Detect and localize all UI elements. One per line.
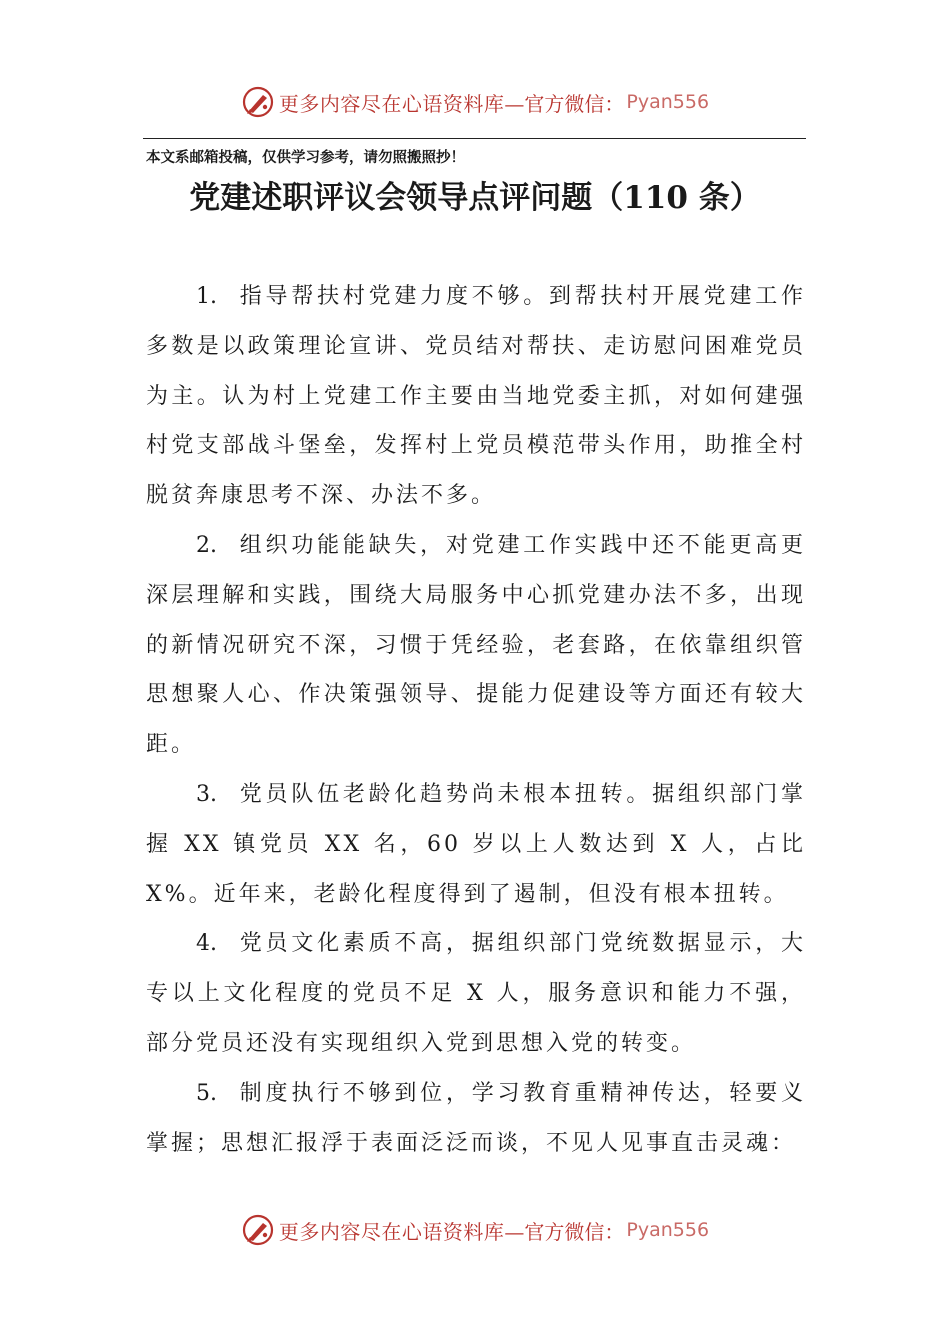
banner-contact: Pyan556 bbox=[626, 91, 710, 113]
banner-text: 更多内容尽在心语资料库 bbox=[278, 1219, 505, 1244]
item-text: 组织功能能缺失，对党建工作实践中还不能更高更深层理解和实践，围绕大局服务中心抓党建办法不多，出现的新情况研究不深，习惯于凭经验，老套路，在依靠组织管思想聚人心、作决策强领导、提能力促建设等方面还有较大距。 bbox=[146, 532, 806, 758]
pen-logo-icon bbox=[241, 1213, 275, 1247]
document-title: 党建述职评议会领导点评问题（110 条） bbox=[189, 180, 761, 216]
banner-separator: —官方微信： bbox=[504, 91, 625, 116]
item-number: 3. bbox=[196, 781, 217, 807]
notice-text: 本文系邮箱投稿，仅供学习参考，请勿照搬照抄！ bbox=[146, 149, 465, 166]
list-item bbox=[146, 919, 806, 1068]
footer-banner bbox=[0, 1210, 950, 1250]
item-text: 制度执行不够到位，学习教育重精神传达，轻要义掌握；思想汇报浮于表面泛泛而谈，不见人见事直击灵魂： bbox=[146, 1080, 806, 1156]
banner-separator: —官方微信： bbox=[504, 1219, 625, 1244]
item-number: 2. bbox=[196, 532, 217, 558]
item-number: 5. bbox=[196, 1080, 217, 1106]
banner-text: 更多内容尽在心语资料库 bbox=[278, 91, 505, 116]
list-item bbox=[146, 272, 806, 521]
document-body bbox=[146, 272, 806, 1168]
item-text: 党员文化素质不高，据组织部门党统数据显示，大专以上文化程度的党员不足 X 人，服务意识和能力不强，部分党员还没有实现组织入党到思想入党的转变。 bbox=[146, 931, 806, 1056]
pen-logo-icon bbox=[241, 85, 275, 119]
header-rule bbox=[143, 138, 806, 139]
list-item bbox=[146, 521, 806, 770]
banner-contact: Pyan556 bbox=[626, 1219, 710, 1241]
item-text: 指导帮扶村党建力度不够。到帮扶村开展党建工作多数是以政策理论宣讲、党员结对帮扶、走访慰问困难党员为主。认为村上党建工作主要由当地党委主抓，对如何建强村党支部战斗堡垒，发挥村上党员模范带头作用，助推全村脱贫奔康思考不深、办法不多。 bbox=[146, 284, 806, 509]
list-item bbox=[146, 770, 806, 919]
list-item bbox=[146, 1069, 806, 1169]
item-number: 4. bbox=[196, 931, 217, 957]
header-banner bbox=[0, 82, 950, 122]
item-number: 1. bbox=[196, 284, 217, 309]
item-text: 党员队伍老龄化趋势尚未根本扭转。据组织部门掌握 XX 镇党员 XX 名，60 岁以上人数达到 X 人，占比 X%。近年来，老龄化程度得到了遏制，但没有根本扭转。 bbox=[146, 781, 806, 907]
